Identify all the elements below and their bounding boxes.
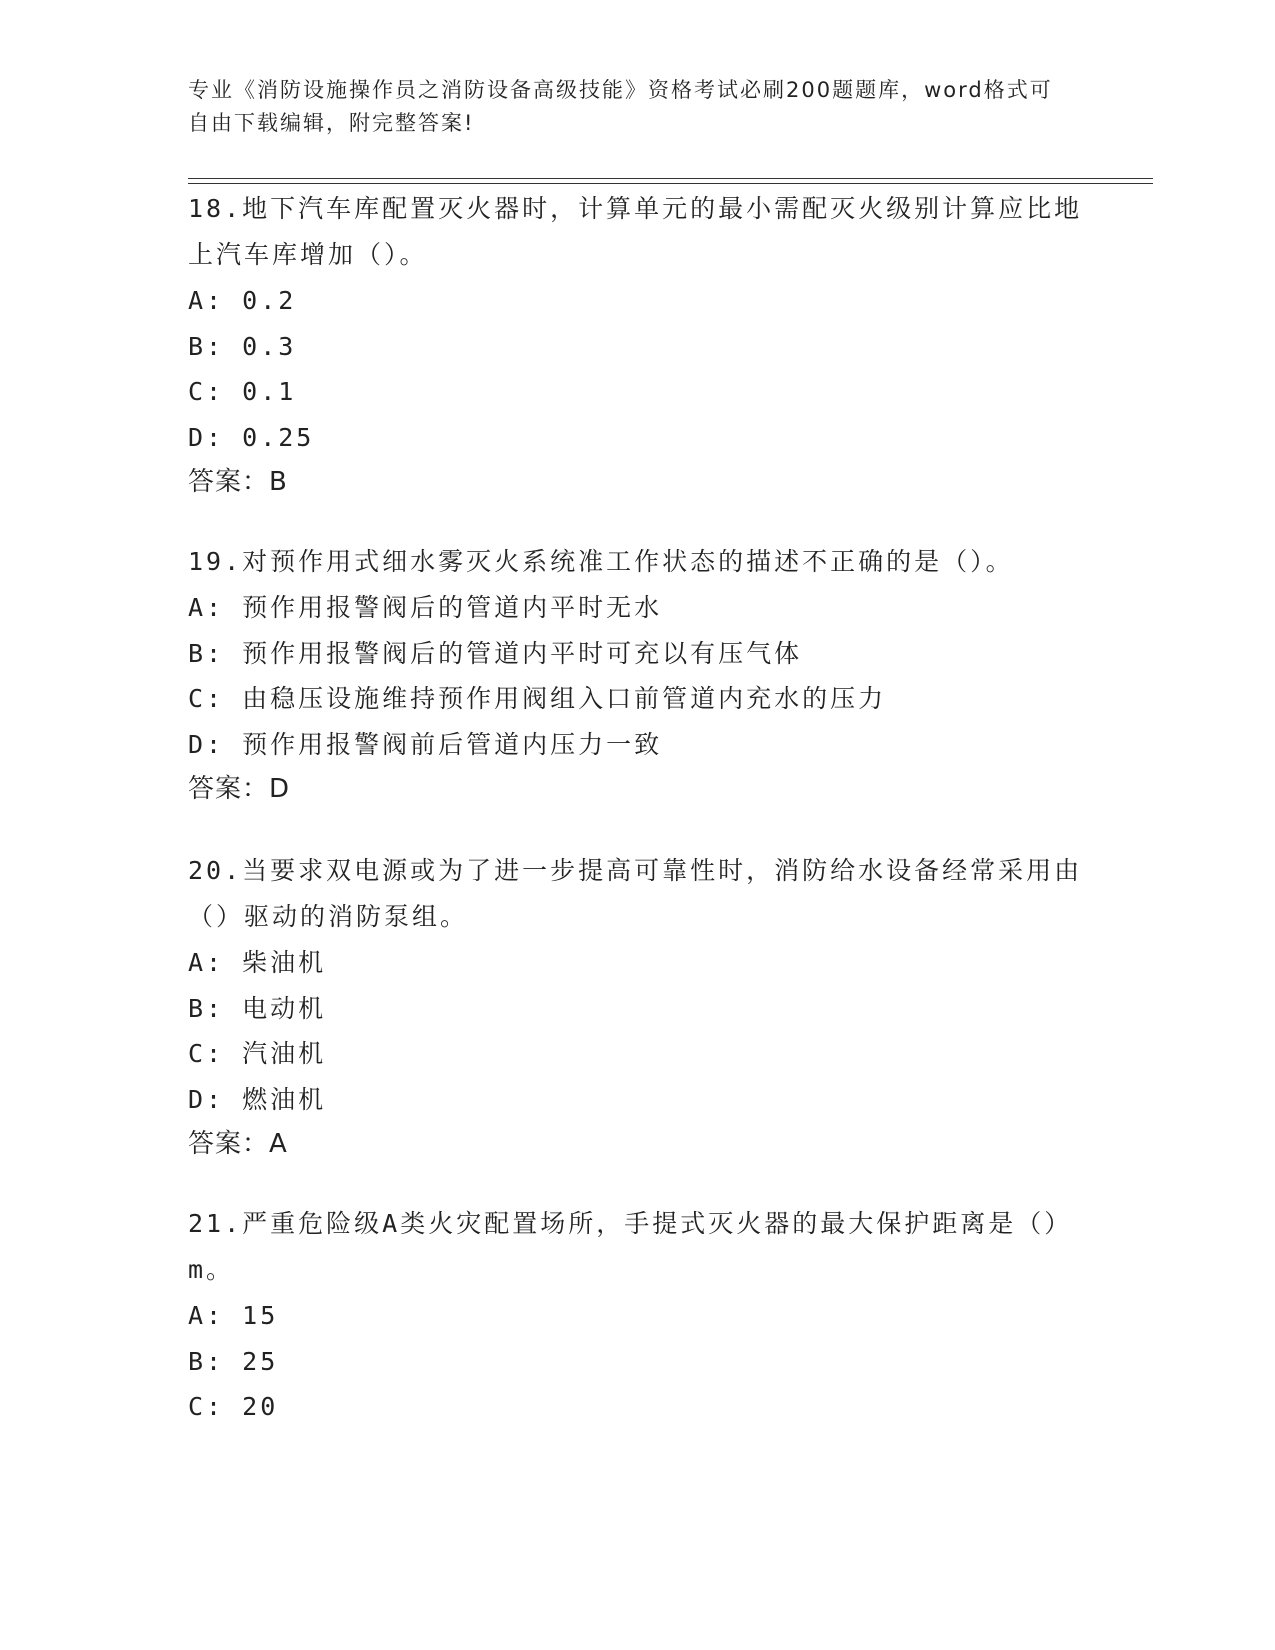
option-d: D: 预作用报警阀前后管道内压力一致 <box>188 729 663 759</box>
question-19 <box>188 539 1088 812</box>
option-a: A: 0.2 <box>188 286 297 315</box>
option-c: C: 汽油机 <box>188 1039 327 1068</box>
option-c: C: 0.1 <box>188 377 297 406</box>
header-divider-bottom <box>188 183 1153 184</box>
question-text: 19.对预作用式细水雾灭火系统准工作状态的描述不正确的是（）。 <box>188 547 1014 576</box>
question-21 <box>188 1201 1088 1430</box>
answer-line: 答案：A <box>188 1129 288 1159</box>
option-a: A: 柴油机 <box>188 948 327 977</box>
question-20 <box>188 848 1088 1167</box>
answer-line: 答案：D <box>188 774 291 804</box>
option-b: B: 预作用报警阀后的管道内平时可充以有压气体 <box>188 638 803 668</box>
question-text: 20.当要求双电源或为了进一步提高可靠性时，消防给水设备经常采用由（）驱动的消防泵组。 <box>188 856 1083 931</box>
document-header: 专业《消防设施操作员之消防设备高级技能》资格考试必刷200题题库，word格式可自由下载编辑，附完整答案! <box>188 78 1053 135</box>
option-c: C: 20 <box>188 1392 279 1421</box>
header-divider-top <box>188 178 1153 179</box>
option-b: B: 电动机 <box>188 993 327 1023</box>
option-c: C: 由稳压设施维持预作用阀组入口前管道内充水的压力 <box>188 684 887 713</box>
question-18 <box>188 186 1088 505</box>
option-d: D: 燃油机 <box>188 1084 327 1114</box>
option-b: B: 25 <box>188 1346 279 1376</box>
answer-line: 答案：B <box>188 467 288 497</box>
option-d: D: 0.25 <box>188 422 315 452</box>
option-a: A: 预作用报警阀后的管道内平时无水 <box>188 593 663 622</box>
option-b: B: 0.3 <box>188 331 297 361</box>
question-text: 21.严重危险级A类火灾配置场所，手提式灭火器的最大保护距离是（）m。 <box>188 1209 1073 1284</box>
option-a: A: 15 <box>188 1301 279 1330</box>
question-text: 18.地下汽车库配置灭火器时，计算单元的最小需配灭火级别计算应比地上汽车库增加（）。 <box>188 194 1083 269</box>
